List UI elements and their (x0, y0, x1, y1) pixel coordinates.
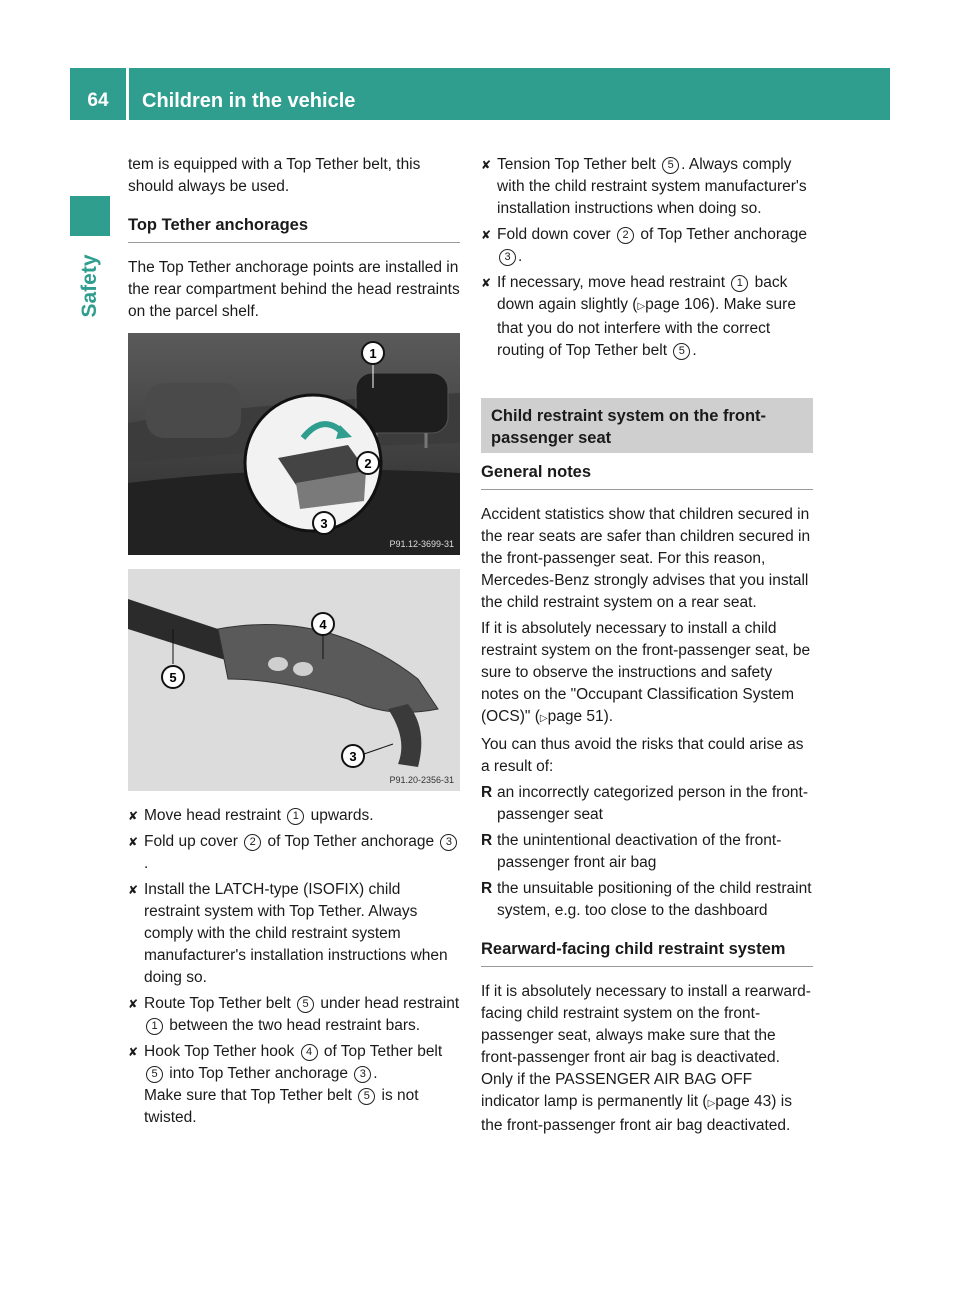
page-ref-icon: ▷ (707, 1098, 716, 1109)
image-code: P91.20-2356-31 (389, 775, 454, 785)
tether-hook-illustration (128, 569, 460, 791)
header-divider (126, 68, 129, 120)
step-arrow-icon: ✘ (481, 228, 492, 242)
general-notes-paragraph: Accident statistics show that children secured in the rear seats are safer than children secured in the front-passenger seat. For this reason, Mercedes-Benz strongly advises that you install the child restraint system on a rear seat. (481, 506, 811, 611)
step-install-latch: ✘ Install the LATCH-type (ISOFIX) child restraint system with Top Tether. Always comply with the child restraint system manufacturer's installation instructions when doing so. (128, 881, 448, 986)
step-arrow-icon: ✘ (128, 1045, 139, 1059)
step-arrow-icon: ✘ (128, 883, 139, 897)
step-fold-down-cover: ✘ Fold down cover 2 of Top Tether anchorage 3 . (481, 226, 807, 265)
bullet-icon: R (481, 784, 493, 801)
ocs-paragraph: If it is absolutely necessary to install a child restraint system on the front-passenger seat, be sure to observe the instructions and safety notes on the "Occupant Classification System (OCS)" (▷page 51). (481, 620, 811, 725)
risks-intro: You can thus avoid the risks that could arise as a result of: (481, 736, 804, 775)
chapter-title: Children in the vehicle (142, 90, 356, 112)
step-fold-up-cover: ✘ Fold up cover 2 of Top Tether anchorage 3. (128, 831, 460, 875)
bullet-item: R the unintentional deactivation of the front-passenger front air bag (481, 832, 782, 871)
heading-top-tether-anchorages (128, 214, 460, 243)
section-box-title: Child restraint system on the front-passenger seat (481, 398, 813, 453)
headrest-illustration (128, 333, 460, 555)
headrest-photo (128, 333, 460, 555)
heading-rearward-facing: Rearward-facing child restraint system (481, 938, 813, 967)
right-column (481, 154, 813, 1141)
step-arrow-icon: ✘ (481, 158, 492, 172)
step-tension-belt: ✘ Tension Top Tether belt 5 . Always comply with the child restraint system manufacturer's installation instructions when doing so. (481, 156, 807, 217)
bullet-icon: R (481, 880, 493, 897)
step-route-belt: ✘ Route Top Tether belt 5 under head restraint 1 between the two head restraint bars. (128, 995, 460, 1034)
step-arrow-icon: ✘ (128, 809, 139, 823)
heading-general-notes: General notes (481, 461, 813, 490)
image-code: P91.12-3699-31 (389, 539, 454, 549)
sidebar-section-label (70, 246, 110, 326)
svg-text:4: 4 (319, 617, 327, 632)
step-hook-belt: ✘ Hook Top Tether hook 4 of Top Tether belt 5 into Top Tether anchorage 3 . Make sure that Top Tether belt 5 is not twisted. (128, 1043, 443, 1126)
callout-3 (313, 512, 335, 534)
page-ref-link[interactable]: page 106 (645, 296, 710, 313)
svg-text:5: 5 (169, 670, 177, 685)
page-ref-icon: ▷ (539, 713, 548, 724)
step-arrow-icon: ✘ (128, 997, 139, 1011)
page-ref-icon: ▷ (637, 301, 646, 312)
page-header (70, 68, 890, 120)
heading-text: Top Tether anchorages (128, 216, 309, 234)
rearward-paragraph: If it is absolutely necessary to install a rearward-facing child restraint system on the front-passenger seat, always make sure that the front-passenger front air bag is deactivated. Only if the PASSENGER AIR BAG OFF indicator lamp is permanently lit (▷page 43) is the front-passenger front air bag deactivated. (481, 983, 811, 1134)
bullet-item: R the unsuitable positioning of the child restraint system, e.g. too close to the dashboard (481, 880, 812, 919)
intro-text: tem is equipped with a Top Tether belt, this should always be used. (128, 156, 421, 195)
svg-text:1: 1 (369, 346, 377, 361)
tether-hook-photo (128, 569, 460, 791)
sidebar-marker (70, 196, 110, 236)
step-arrow-icon: ✘ (481, 276, 492, 290)
step-move-back: ✘ If necessary, move head restraint 1 back down again slightly (▷page 106). Make sure that you do not interfere with the correct routing of Top Tether belt 5 . (481, 274, 796, 359)
bullet-item: R an incorrectly categorized person in the front-passenger seat (481, 784, 809, 823)
callout-2 (357, 452, 379, 474)
page-ref-link[interactable]: page 51 (547, 708, 604, 725)
left-column (128, 154, 460, 1133)
svg-text:2: 2 (364, 456, 372, 471)
page-number: 64 (87, 90, 109, 111)
sidebar-label-text: Safety (78, 254, 101, 318)
svg-text:3: 3 (320, 516, 328, 531)
bullet-icon: R (481, 832, 493, 849)
anchorage-paragraph: The Top Tether anchorage points are installed in the rear compartment behind the head restraints on the parcel shelf. (128, 259, 460, 320)
step-arrow-icon: ✘ (128, 835, 139, 849)
step-move-head-restraint: ✘ Move head restraint 1 upwards. (128, 805, 460, 827)
svg-text:3: 3 (349, 749, 357, 764)
page-ref-link[interactable]: page 43 (715, 1093, 772, 1110)
